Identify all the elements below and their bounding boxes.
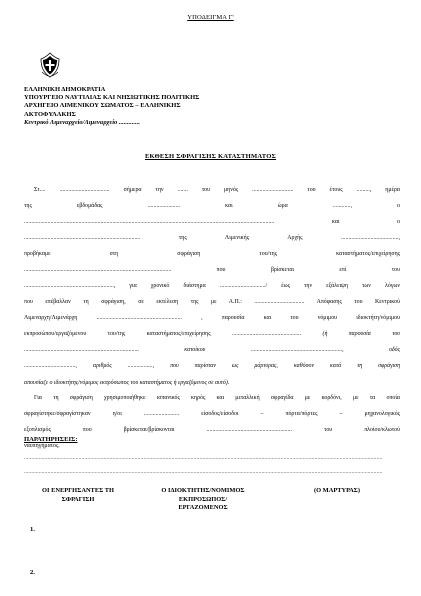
signature-officers: ΟΙ ΕΝΕΡΓΗΣΑΝΤΕΣ ΤΗ ΣΦΡΑΓΙΣΗ bbox=[42, 487, 114, 503]
body-line-12-number: ..................................., αριθμός ................., bbox=[24, 363, 171, 369]
document-title: ΕΚΘΕΣΗ ΣΦΡΑΓΙΣΗΣ ΚΑΤΑΣΤΗΜΑΤΟΣ bbox=[144, 153, 277, 160]
body-line-10-text: εκπροσώπου/εργαζόμενου του/της καταστήματος/επιχείρησης ............................................... bbox=[24, 331, 323, 337]
body-line-16: εξοπλισμός που βρίσκεται/βρίσκονται .......................................................... του πλοίου/κλωτού bbox=[24, 427, 400, 433]
body-line-8: που επέβαλλαν τη σφράγιση, σε εκτέλεση της με Α.Π.: .................................. Απόφασης του Κεντρικού bbox=[24, 299, 400, 305]
header-country: ΕΛΛΗΝΙΚΗ ΔΗΜΟΚΡΑΤΙΑ bbox=[24, 86, 106, 93]
header-headquarters: ΑΡΧΗΓΕΙΟ ΛΙΜΕΝΙΚΟΥ ΣΩΜΑΤΟΣ – ΕΛΛΗΝΙΚΗΣ bbox=[24, 102, 181, 110]
signature-owner: Ο ΙΔΙΟΚΤΗΤΗΣ/ΝΟΜΙΜΟΣ ΕΚΠΡΟΣΩΠΟΣ/ ΕΡΓΑΖΟΜΕΝΟΣ bbox=[161, 487, 245, 512]
body-line-15: σφραγίστηκε/σφραγίστηκαν η/οι ........................ είσοδος/είσοδοι – πόρτα/πόρτες – μηχανολογικός bbox=[24, 411, 400, 417]
body-line-2: της εβδομάδας ...................... και ώρα ............, ο bbox=[24, 203, 400, 209]
body-line-14: Για τη σφράγιση χρησιμοποιήθηκε ισπανικός κηρός και μεταλλική σφραγίδα με κορδόνι, με τα οποία bbox=[34, 395, 400, 401]
body-line-1: Στ.... .................................. σήμερα την ....... του μηνός ............................ του έτους ........., ημέρα bbox=[34, 187, 400, 193]
body-line-11-street: οδός bbox=[388, 347, 400, 353]
body-line-13: απουσίαζε ο ιδιοκτήτης/νόμιμος εκπρόσωπος του καταστήματος ή εργαζόμενος σε αυτό). bbox=[24, 380, 230, 386]
body-line-11-resident: κατοίκου bbox=[184, 347, 206, 353]
body-line-17: ναυπηγήματος. bbox=[24, 443, 60, 449]
observations-line-1: ................................................................................................................................................................................................................................................... bbox=[24, 455, 383, 461]
body-line-11 bbox=[24, 342, 400, 358]
header-port-authority: Κεντρικό Λιμεναρχείο/Λιμεναρχείο ............. bbox=[24, 118, 141, 126]
signature-witness: (Ο ΜΑΡΤΥΡΑΣ) bbox=[313, 487, 360, 494]
body-line-12-witness: που παρίσταν ως μάρτυρας, καθόσον κατά τη σφράγιση bbox=[170, 363, 400, 369]
greek-state-emblem-icon bbox=[40, 52, 60, 78]
body-line-10-italic: (ή παρουσία του bbox=[322, 331, 400, 337]
body-line-5: προβήκαμε στη σφράγιση του/της καταστήματος/επιχείρησης bbox=[24, 251, 400, 257]
template-label: ΥΠΟΔΕΙΓΜΑ Γ' bbox=[187, 14, 234, 21]
body-line-9: Λιμεναρχη/Λιμενάρχη .......................................................... , παρουσία και του νόμιμου ιδιοκτήτη/νόμιμου bbox=[24, 315, 400, 321]
observations-title: ΠΑΡΑΤΗΡΗΣΕΙΣ: bbox=[24, 436, 78, 443]
signature-number-1: 1. bbox=[30, 526, 35, 533]
body-line-11-dots2: .............................................................., bbox=[250, 347, 344, 353]
observations-line-2: ................................................................................................................................................................................................................................................... bbox=[24, 469, 383, 475]
body-line-4: ............................................................................... της Λιμενικής Αρχής ......................................., bbox=[24, 235, 400, 241]
issuing-authority-header bbox=[24, 86, 199, 127]
report-body bbox=[24, 182, 400, 454]
signature-number-2: 2. bbox=[30, 569, 35, 576]
body-line-3: .......................................................................................................................................................................... και ο bbox=[24, 219, 400, 225]
body-line-7: ............................................................., για χρονικό διάστημα .............................../ έως την εξάλειψη των λόγων bbox=[24, 283, 400, 289]
body-line-6: .................................................................................................... που βρίσκεται επί του bbox=[24, 267, 400, 273]
header-ministry: ΥΠΟΥΡΓΕΙΟ ΝΑΥΤΙΛΙΑΣ ΚΑΙ ΝΗΣΙΩΤΙΚΗΣ ΠΟΛΙΤΙΚΗΣ bbox=[24, 94, 200, 102]
header-coast-guard: ΑΚΤΟΦΥΛΑΚΗΣ bbox=[24, 110, 76, 118]
body-line-10 bbox=[24, 326, 400, 342]
body-line-11-dots: .............................................................................. bbox=[24, 347, 139, 353]
body-line-12 bbox=[24, 358, 400, 374]
